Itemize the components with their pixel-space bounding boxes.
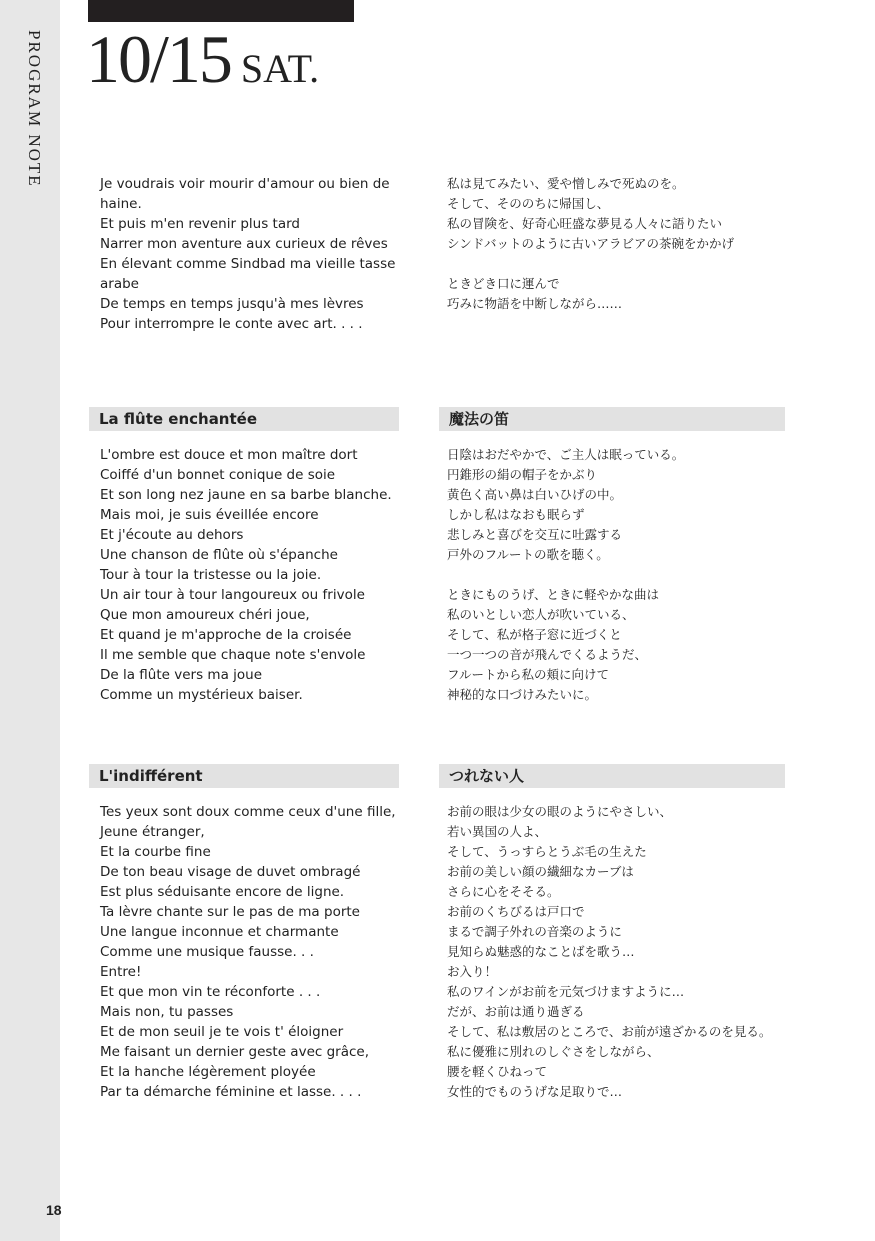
song-title-fr: L'indifférent [89, 764, 399, 788]
header-bar [88, 0, 354, 22]
song-text-fr: L'ombre est douce et mon maître dort Coiffé d'un bonnet conique de soie Et son long nez jaune en sa barbe blanche. Mais moi, je suis éveillée encore Et j'écoute au dehors Une chanson de flûte où s'épanche Tour à tour la tristesse ou la joie. Un air tour à tour langoureux ou frivole Que mon amoureux chéri joue, Et quand je m'approche de la croisée Il me semble que chaque note s'envole De la flûte vers ma joue Comme un mystérieux baiser. [100, 447, 392, 703]
date-weekday: SAT. [240, 46, 320, 91]
song-text-jp: お前の眼は少女の眼のようにやさしい、 若い異国の人よ、 そして、うっすらとうぶ毛の生えた お前の美しい顔の繊細なカーブは さらに心をそそる。 お前のくちびるは戸口で まるで調子外れの音楽のように 見知らぬ魅惑的なことばを歌う… お入り！ 私のワインがお前を元気づけますように… だが、お前は通り過ぎる そして、私は敷居のところで、お前が遠ざかるのを見る。 私に優雅に別れのしぐさをしながら、 腰を軽くひねって 女性的でものうげな足取りで… [447, 804, 772, 1099]
song-title-jp: つれない人 [439, 764, 785, 788]
intro-text-fr: Je voudrais voir mourir d'amour ou bien de haine. Et puis m'en revenir plus tard Narrer mon aventure aux curieux de rêves En élevant comme Sindbad ma vieille tasse arabe De temps en temps jusqu'à mes lèvres Pour interrompre le conte avec art. . . . [100, 176, 396, 332]
date-number: 10/15 [86, 21, 231, 97]
intro-text-jp: 私は見てみたい、愛や憎しみで死ぬのを。 そして、そののちに帰国し、 私の冒険を、好奇心旺盛な夢見る人々に語りたい シンドバットのように古いアラビアの茶碗をかかげ ときどき口に運んで 巧みに物語を中断しながら…… [447, 176, 734, 311]
song-text-fr: Tes yeux sont doux comme ceux d'une fille, Jeune étranger, Et la courbe fine De ton beau visage de duvet ombragé Est plus séduisante encore de ligne. Ta lèvre chante sur le pas de ma porte Une langue inconnue et charmante Comme une musique fausse. . . Entre! Et que mon vin te réconforte . . . Mais non, tu passes Et de mon seuil je te vois t' éloigner Me faisant un dernier geste avec grâce, Et la hanche légèrement ployée Par ta démarche féminine et lasse. . . . [100, 804, 396, 1100]
sidebar [0, 0, 60, 1241]
page-title [86, 20, 319, 99]
program-note-label: PROGRAM NOTE [25, 30, 44, 188]
song-title-fr: La flûte enchantée [89, 407, 399, 431]
song-title-jp: 魔法の笛 [439, 407, 785, 431]
song-text-jp: 日陰はおだやかで、ご主人は眠っている。 円錐形の絹の帽子をかぶり 黄色く高い鼻は白いひげの中。 しかし私はなおも眠らず 悲しみと喜びを交互に吐露する 戸外のフルートの歌を聴く。 ときにものうげ、ときに軽やかな曲は 私のいとしい恋人が吹いている、 そして、私が格子窓に近づくと 一つ一つの音が飛んでくるようだ、 フルートから私の頬に向けて 神秘的な口づけみたいに。 [447, 447, 685, 702]
page-number: 18 [46, 1202, 62, 1218]
